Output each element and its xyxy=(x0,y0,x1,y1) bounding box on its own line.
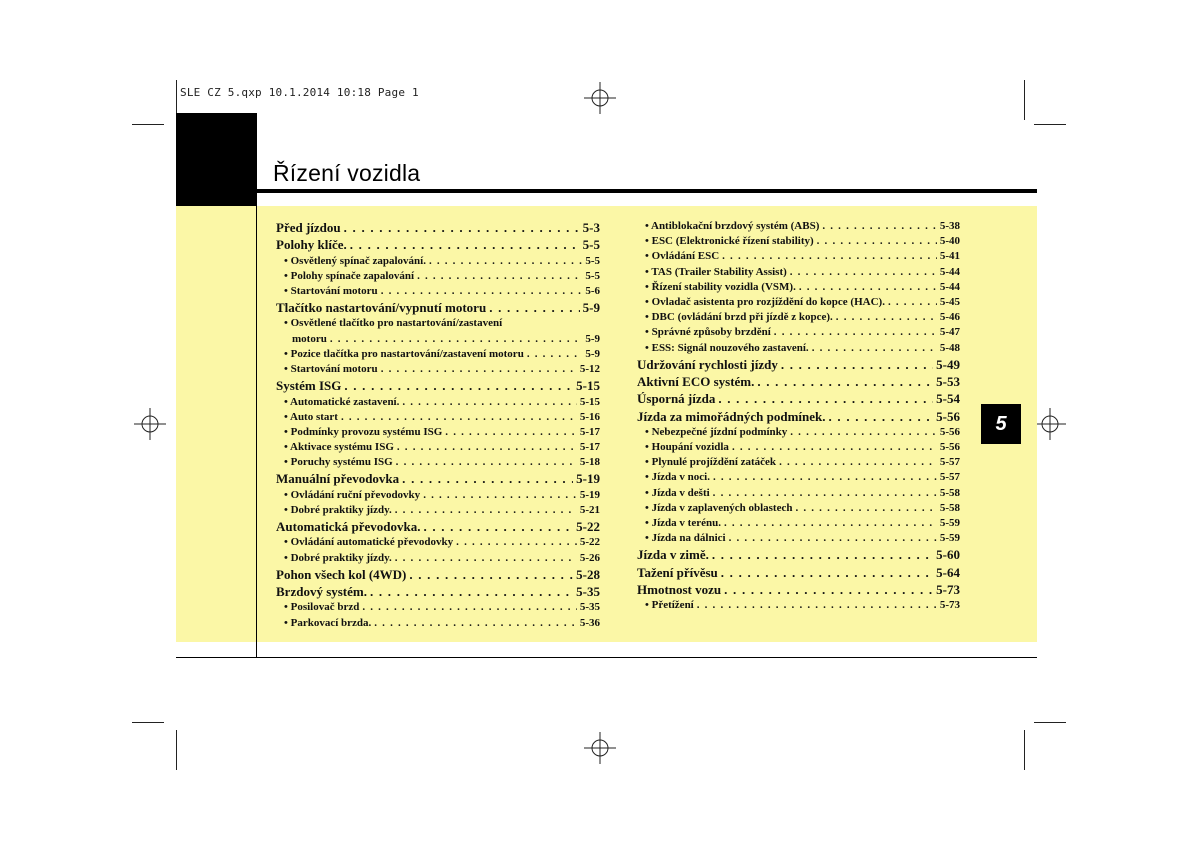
toc-entry-label: • Plynulé projíždění zatáček xyxy=(645,456,777,469)
dot-leader xyxy=(790,425,937,440)
dot-leader xyxy=(527,347,583,362)
toc-page-number: 5-5 xyxy=(582,237,600,253)
dot-leader xyxy=(350,236,580,253)
toc-entry-label: Úsporná jízda xyxy=(637,391,716,407)
toc-entry-label: • ESC (Elektronické řízení stability) xyxy=(645,235,814,248)
toc-page-number: 5-58 xyxy=(939,501,960,514)
dot-leader xyxy=(344,219,580,236)
toc-entry-label: • Parkovací brzda. xyxy=(284,616,372,629)
toc-entry-label: Aktivní ECO systém. xyxy=(637,373,755,389)
toc-entry-label: Udržování rychlosti jízdy xyxy=(637,356,778,372)
toc-entry-label: • Polohy spínače zapalování xyxy=(284,269,415,282)
toc-entry-label: • Startování motoru xyxy=(284,284,378,297)
toc-subentry xyxy=(276,616,600,631)
toc-entry xyxy=(276,236,600,253)
toc-entry-label: • Osvětlený spínač zapalování. xyxy=(284,254,426,267)
toc-entry xyxy=(276,377,600,394)
toc-page-number: 5-35 xyxy=(579,601,600,614)
toc-entry-label: • Jízda v dešti xyxy=(645,486,710,499)
toc-page-number: 5-6 xyxy=(585,284,600,297)
toc-entry xyxy=(276,566,600,583)
toc-subentry xyxy=(637,440,960,455)
dot-leader xyxy=(724,516,937,531)
dot-leader xyxy=(456,535,577,550)
dot-leader xyxy=(445,425,577,440)
toc-page-number: 5-36 xyxy=(579,616,600,629)
toc-page-number: 5-57 xyxy=(939,471,960,484)
toc-page-number: 5-9 xyxy=(585,347,600,360)
toc-entry-label: • Jízda na dálnici xyxy=(645,532,726,545)
toc-subentry xyxy=(637,531,960,546)
dot-leader xyxy=(888,295,937,310)
toc-entry-label: • Posilovač brzd xyxy=(284,601,360,614)
toc-entry-label: • Dobré praktiky jízdy. xyxy=(284,503,392,516)
toc-page-number: 5-59 xyxy=(939,517,960,529)
toc-page-number: 5-54 xyxy=(936,391,960,407)
toc-page-number: 5-22 xyxy=(579,536,600,549)
toc-entry xyxy=(276,470,600,487)
toc-page-number: 5-38 xyxy=(939,220,960,232)
toc-subentry xyxy=(637,486,960,501)
toc-entry-label: Manuální převodovka xyxy=(276,471,400,487)
toc-entry xyxy=(637,408,960,425)
dot-leader xyxy=(402,470,573,487)
toc-entry-label: • Startování motoru xyxy=(284,363,378,376)
toc-subentry xyxy=(637,249,960,264)
toc-page-number: 5-49 xyxy=(936,356,960,372)
toc-entry-label: Jízda za mimořádných podmínek. xyxy=(637,408,826,424)
toc-subentry xyxy=(276,362,600,377)
dot-leader xyxy=(757,373,933,390)
toc-entry-label: Automatická převodovka. xyxy=(276,519,421,535)
toc-entry xyxy=(637,356,960,373)
toc-page-number: 5-59 xyxy=(939,532,960,545)
dot-leader xyxy=(341,410,577,425)
toc-entry-label: motoru xyxy=(292,332,327,345)
toc-page-number: 5-35 xyxy=(576,584,600,600)
toc-subentry xyxy=(276,395,600,410)
toc-page-number: 5-18 xyxy=(579,456,600,469)
toc-entry-label: Hmotnost vozu xyxy=(637,581,722,597)
toc-page-number: 5-48 xyxy=(939,341,960,354)
toc-page-number: 5-40 xyxy=(939,235,960,248)
toc-entry-label: • Jízda v noci. xyxy=(645,471,710,484)
toc-entry-label: Brzdový systém. xyxy=(276,584,367,600)
toc-page-number: 5-5 xyxy=(585,269,600,282)
toc-subentry xyxy=(276,551,600,566)
toc-page-number: 5-57 xyxy=(939,456,960,469)
toc-page-number: 5-56 xyxy=(936,408,960,424)
toc-entry xyxy=(637,581,960,598)
toc-entry xyxy=(276,518,600,535)
toc-page-number: 5-17 xyxy=(579,441,600,454)
toc-page-number: 5-3 xyxy=(582,220,600,235)
toc-entry-label: • Ovládání ESC xyxy=(645,250,720,263)
toc-subentry xyxy=(276,440,600,455)
toc-entry-label: • Nebezpečné jízdní podmínky xyxy=(645,425,788,438)
toc-subentry xyxy=(276,269,600,284)
dot-leader xyxy=(395,503,577,518)
dot-leader xyxy=(822,219,936,234)
toc-page-number: 5-41 xyxy=(939,250,960,263)
toc-subentry xyxy=(276,425,600,440)
toc-entry-label: • Auto start xyxy=(284,410,338,423)
toc-entry-label: • Osvětlené tlačítko pro nastartování/zastavení xyxy=(284,317,503,330)
dot-leader xyxy=(489,299,579,316)
toc-subentry xyxy=(637,516,960,531)
toc-subentry xyxy=(637,470,960,485)
toc-entry-label: • Přetížení xyxy=(645,599,694,612)
dot-leader xyxy=(721,564,933,581)
dot-leader xyxy=(402,395,576,410)
toc-entry-label: Před jízdou xyxy=(276,220,341,235)
dot-leader xyxy=(374,616,577,631)
toc-page-number: 5-5 xyxy=(585,254,600,267)
toc-subentry xyxy=(276,535,600,550)
toc-entry xyxy=(637,373,960,390)
toc-subentry xyxy=(276,600,600,615)
chapter-tab: 5 xyxy=(981,404,1021,444)
toc-subentry xyxy=(637,501,960,516)
toc-entry-label: • Správné způsoby brzdění xyxy=(645,326,771,339)
dot-leader xyxy=(799,280,937,295)
dot-leader xyxy=(722,249,937,264)
toc-page-number: 5-47 xyxy=(939,326,960,339)
toc-page-number: 5-58 xyxy=(939,486,960,499)
dot-leader xyxy=(423,488,577,503)
toc-page-number: 5-44 xyxy=(939,280,960,293)
toc-entry-label: • Automatické zastavení. xyxy=(284,395,400,408)
dot-leader xyxy=(712,546,933,563)
dot-leader xyxy=(781,356,933,373)
dot-leader xyxy=(381,284,583,299)
dot-leader xyxy=(790,265,937,280)
toc-entry-label: • Houpání vozidla xyxy=(645,441,729,454)
toc-page-number: 5-19 xyxy=(576,471,600,487)
toc-page-number: 5-9 xyxy=(585,332,600,345)
dot-leader xyxy=(429,254,582,269)
toc-entry-label: Pohon všech kol (4WD) xyxy=(276,566,407,582)
dot-leader xyxy=(713,470,937,485)
dot-leader xyxy=(362,600,576,615)
toc-page-number: 5-56 xyxy=(939,441,960,454)
toc-subentry xyxy=(637,455,960,470)
toc-entry-label: • Ovládání automatické převodovky xyxy=(284,536,454,549)
dot-leader xyxy=(330,332,583,347)
toc-subentry xyxy=(276,488,600,503)
toc-subentry xyxy=(637,310,960,325)
toc-entry xyxy=(276,299,600,316)
toc-subentry xyxy=(637,265,960,280)
toc-subentry xyxy=(276,410,600,425)
toc-subentry xyxy=(637,234,960,249)
toc-page-number: 5-60 xyxy=(936,547,960,563)
toc-entry-label: Tažení přívěsu xyxy=(637,564,718,580)
dot-leader xyxy=(370,583,573,600)
dot-leader xyxy=(397,440,577,455)
toc-subentry xyxy=(637,280,960,295)
dot-leader xyxy=(774,325,937,340)
dot-leader xyxy=(812,341,937,356)
dot-leader xyxy=(836,310,937,325)
toc-entry-label: • ESS: Signál nouzového zastavení. xyxy=(645,341,809,354)
dot-leader xyxy=(395,551,577,566)
toc-subentry xyxy=(637,295,960,310)
registration-mark-left xyxy=(130,404,170,444)
toc-page-number: 5-26 xyxy=(579,551,600,564)
toc-entry-label: Tlačítko nastartování/vypnutí motoru xyxy=(276,300,487,316)
toc-subentry xyxy=(276,284,600,299)
dot-leader xyxy=(718,390,933,407)
page-title: Řízení vozidla xyxy=(273,160,421,186)
toc-entry-label: Polohy klíče. xyxy=(276,237,347,253)
toc-entry xyxy=(637,390,960,407)
dot-leader xyxy=(817,234,937,249)
toc-entry-label: • Dobré praktiky jízdy. xyxy=(284,551,392,564)
toc-page-number: 5-64 xyxy=(936,564,960,580)
toc-page-number: 5-56 xyxy=(939,425,960,438)
toc-subentry xyxy=(276,347,600,362)
toc-subentry xyxy=(276,316,600,331)
toc-column-right xyxy=(637,219,960,613)
toc-page-number: 5-45 xyxy=(939,295,960,308)
toc-page-number: 5-19 xyxy=(579,488,600,501)
toc-entry-label: • Poruchy systému ISG xyxy=(284,456,393,469)
dot-leader xyxy=(381,362,577,377)
toc-subentry xyxy=(276,503,600,518)
dot-leader xyxy=(732,440,937,455)
toc-entry-label: • Pozice tlačítka pro nastartování/zastavení motoru xyxy=(284,347,524,360)
toc-page-number: 5-15 xyxy=(576,378,600,394)
dot-leader xyxy=(713,486,937,501)
dot-leader xyxy=(409,566,573,583)
toc-page-number: 5-22 xyxy=(576,519,600,535)
toc-entry-label: • Antiblokační brzdový systém (ABS) xyxy=(645,220,820,232)
toc-page-number: 5-28 xyxy=(576,566,600,582)
toc-page-number: 5-53 xyxy=(936,373,960,389)
dot-leader xyxy=(396,455,577,470)
toc-entry-label: • Ovladač asistenta pro rozjíždění do kopce (HAC). xyxy=(645,295,885,308)
toc-subentry xyxy=(276,332,600,347)
toc-entry-label: • Jízda v terénu. xyxy=(645,517,721,529)
toc-page-number: 5-12 xyxy=(579,363,600,376)
toc-entry xyxy=(637,546,960,563)
toc-page-number: 5-16 xyxy=(579,410,600,423)
dot-leader xyxy=(829,408,934,425)
toc-page-number: 5-21 xyxy=(579,503,600,516)
dot-leader xyxy=(779,455,937,470)
margin-line xyxy=(256,206,257,658)
toc-page-number: 5-9 xyxy=(582,300,600,316)
registration-mark-top xyxy=(580,78,620,118)
toc-page-number: 5-15 xyxy=(579,395,600,408)
dot-leader xyxy=(423,518,573,535)
toc-entry-label: • Ovládání ruční převodovky xyxy=(284,488,421,501)
toc-entry-label: Jízda v zimě. xyxy=(637,547,709,563)
toc-subentry xyxy=(637,325,960,340)
title-rule xyxy=(176,189,1037,193)
toc-page-number: 5-17 xyxy=(579,425,600,438)
dot-leader xyxy=(344,377,573,394)
dot-leader xyxy=(729,531,937,546)
toc-entry-label: • DBC (ovládání brzd při jízdě z kopce). xyxy=(645,311,833,324)
toc-page-number: 5-46 xyxy=(939,311,960,324)
dot-leader xyxy=(724,581,933,598)
toc-entry-label: • TAS (Trailer Stability Assist) xyxy=(645,265,787,278)
toc-column-left xyxy=(276,219,600,631)
dot-leader xyxy=(417,269,582,284)
toc-entry xyxy=(276,583,600,600)
toc-entry-label: • Řízení stability vozidla (VSM). xyxy=(645,280,796,293)
toc-page-number: 5-44 xyxy=(939,265,960,278)
toc-page-number: 5-73 xyxy=(939,599,960,612)
dot-leader xyxy=(795,501,936,516)
toc-subentry xyxy=(276,254,600,269)
toc-entry-label: • Jízda v zaplavených oblastech xyxy=(645,501,793,514)
toc-entry-label: • Aktivace systému ISG xyxy=(284,441,394,454)
toc-subentry xyxy=(276,455,600,470)
toc-subentry xyxy=(637,219,960,234)
toc-entry xyxy=(637,564,960,581)
toc-subentry xyxy=(637,425,960,440)
toc-entry xyxy=(276,219,600,236)
toc-entry-label: Systém ISG xyxy=(276,378,342,394)
toc-entry-label: • Podmínky provozu systému ISG xyxy=(284,425,443,438)
toc-subentry xyxy=(637,598,960,613)
toc-page-number: 5-73 xyxy=(936,581,960,597)
bottom-rule xyxy=(176,657,1037,658)
print-slug: SLE CZ 5.qxp 10.1.2014 10:18 Page 1 xyxy=(180,86,419,99)
registration-mark-bottom xyxy=(580,728,620,768)
dot-leader xyxy=(697,598,937,613)
toc-subentry xyxy=(637,341,960,356)
